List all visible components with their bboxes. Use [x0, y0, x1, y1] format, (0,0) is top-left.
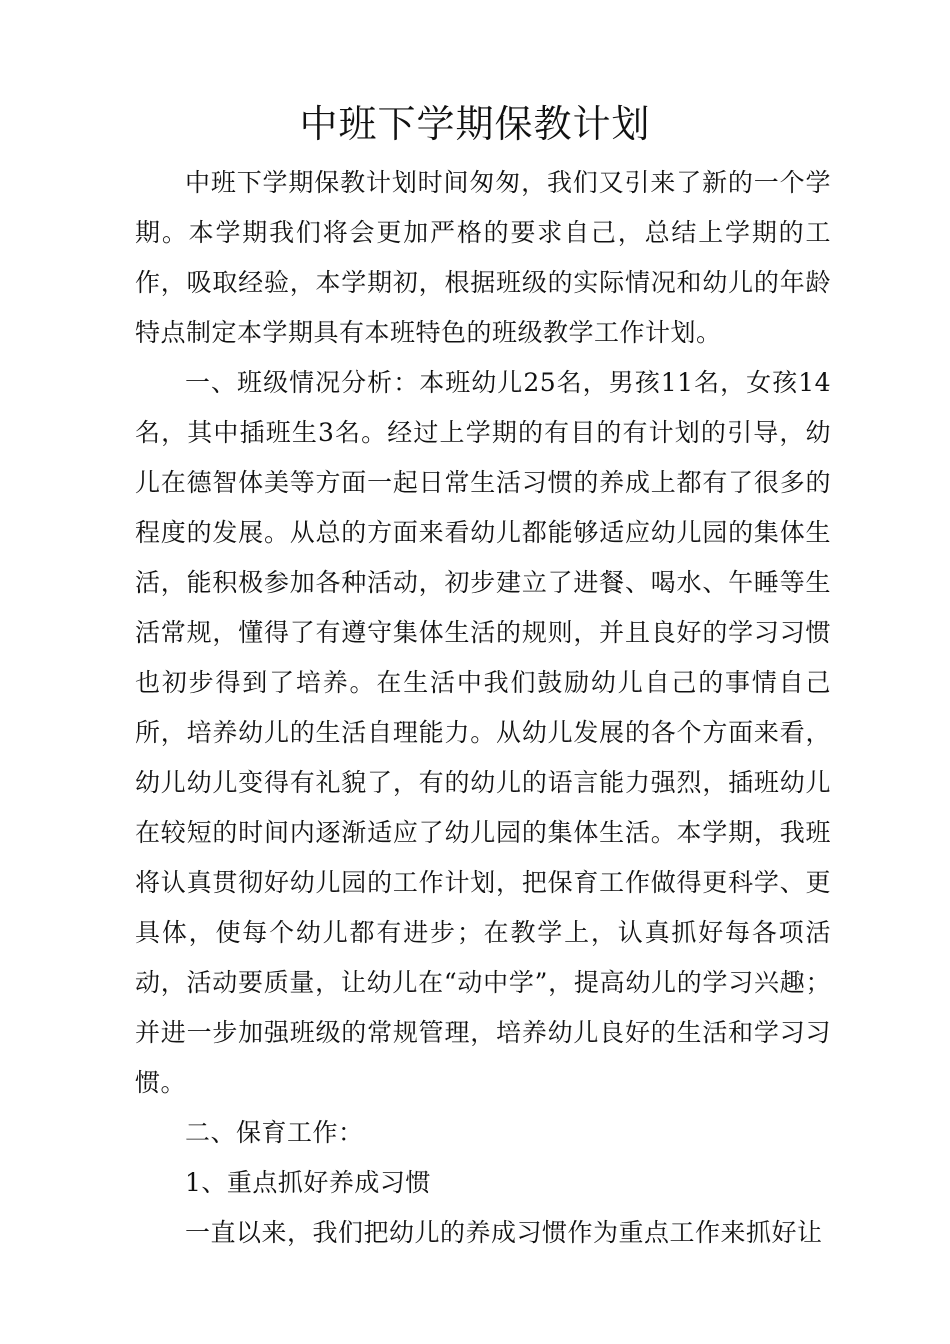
paragraph-intro: 中班下学期保教计划时间匆匆，我们又引来了新的一个学期。本学期我们将会更加严格的要求自己，总结上学期的工作，吸取经验，本学期初，根据班级的实际情况和幼儿的年龄特点制定本学期具有本班特色的班级教学工作计划。 — [135, 168, 831, 347]
document-title: 中班下学期保教计划 — [299, 102, 651, 146]
section-heading-care-work: 二、保育工作： — [185, 1118, 364, 1147]
paragraph-class-analysis: 一、班级情况分析：本班幼儿25名，男孩11名，女孩14名，其中插班生3名。经过上学期的有目的有计划的引导，幼儿在德智体美等方面一起日常生活习惯的养成上都有了很多的程度的发展。从总的方面来看幼儿都能够适应幼儿园的集体生活，能积极参加各种活动，初步建立了进餐、喝水、午睡等生活常规，懂得了有遵守集体生活的规则，并且良好的学习习惯也初步得到了培养。在生活中我们鼓励幼儿自己的事情自己所，培养幼儿的生活自理能力。从幼儿发展的各个方面来看，幼儿幼儿变得有礼貌了，有的幼儿的语言能力强烈，插班幼儿在较短的时间内逐渐适应了幼儿园的集体生活。本学期，我班将认真贯彻好幼儿园的工作计划，把保育工作做得更科学、更具体，使每个幼儿都有进步；在教学上，认真抓好每各项活动，活动要质量，让幼儿在“动中学”，提高幼儿的学习兴趣；并进一步加强班级的常规管理，培养幼儿良好的生活和学习习惯。 — [135, 368, 831, 1097]
document-body — [135, 158, 831, 1258]
paragraph-habits: 一直以来，我们把幼儿的养成习惯作为重点工作来抓好让 — [185, 1218, 823, 1247]
subheading-habits: 1、重点抓好养成习惯 — [185, 1168, 431, 1197]
